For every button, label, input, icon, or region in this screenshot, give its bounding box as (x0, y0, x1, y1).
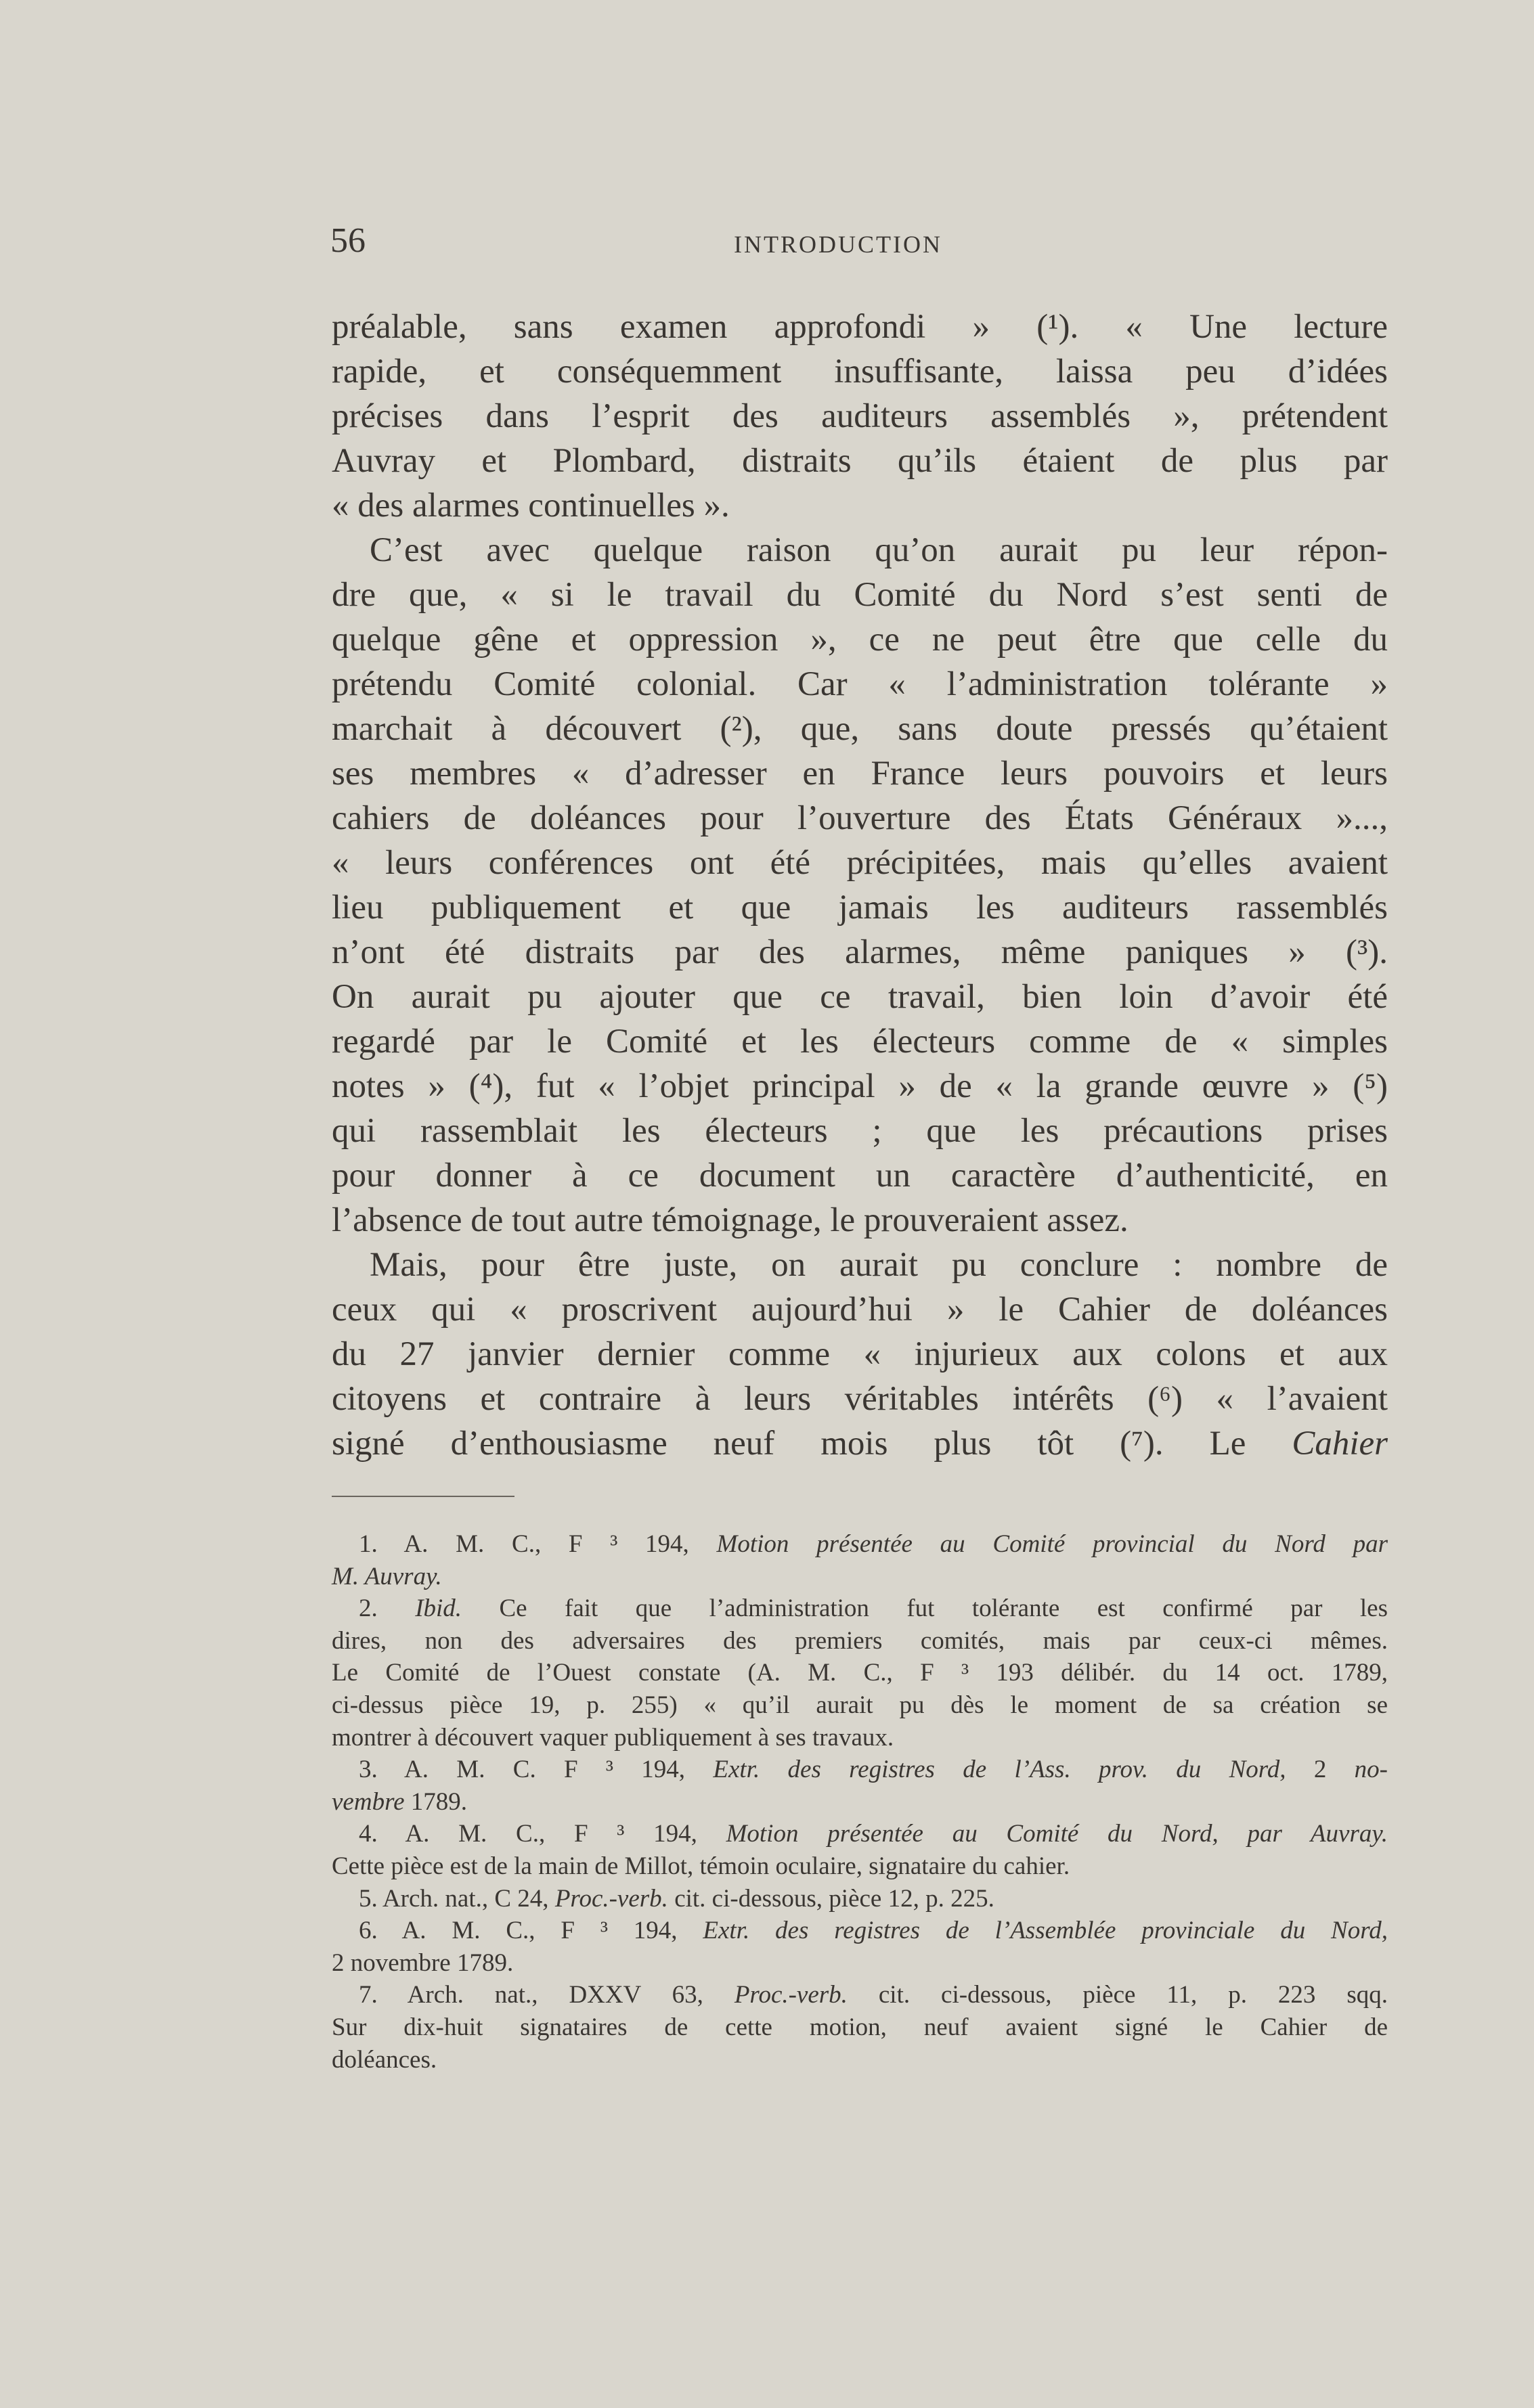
text-run: n’ont été distraits par des alarmes, même paniques » (³). (332, 933, 1388, 971)
text-run: 4. A. M. C., F ³ 194, (359, 1820, 726, 1848)
text-run: Le Comité de l’Ouest constate (A. M. C., F ³ 193 délibér. du 14 oct. 1789, (332, 1659, 1388, 1687)
text-run: qui rassemblait les électeurs ; que les précautions prises (332, 1112, 1388, 1150)
paragraph (332, 305, 1388, 528)
text-run: dires, non des adversaires des premiers comités, mais par ceux-ci mêmes. (332, 1626, 1388, 1655)
text-run: doléances. (332, 2045, 437, 2074)
text-run: cahiers de doléances pour l’ouverture des États Généraux »..., (332, 799, 1388, 837)
text-run: l’absence de tout autre témoignage, le prouveraient assez. (332, 1201, 1128, 1239)
text-run: Cette pièce est de la main de Millot, témoin oculaire, signataire du cahier. (332, 1852, 1070, 1880)
text-run: rapide, et conséquemment insuffisante, laissa peu d’idées (332, 353, 1388, 391)
text-run: dre que, « si le travail du Comité du Nord s’est senti de (332, 576, 1388, 614)
footnote-line (332, 1947, 1388, 1980)
text-run: du 27 janvier dernier comme « injurieux aux colons et aux (332, 1335, 1388, 1373)
text-run: C’est avec quelque raison qu’on aurait pu leur répon- (370, 531, 1388, 569)
text-line (332, 1019, 1388, 1064)
text-run: précises dans l’esprit des auditeurs assemblés », prétendent (332, 397, 1388, 435)
text-line (332, 305, 1388, 349)
text-run: pour donner à ce document un caractère d’authenticité, en (332, 1157, 1388, 1195)
footnote-line (332, 1657, 1388, 1689)
footnote-line (332, 2044, 1388, 2076)
text-run: montrer à découvert vaquer publiquement à ses travaux. (332, 1723, 894, 1752)
text-run: Mais, pour être juste, on aurait pu conclure : nombre de (370, 1246, 1388, 1284)
text-run: préalable, sans examen approfondi » (¹). « Une lecture (332, 308, 1388, 346)
footnote (332, 1979, 1388, 2076)
text-run: cit. ci-dessous, pièce 11, p. 223 sqq. (847, 1981, 1388, 2009)
italic-text: Extr. des registres de l’Assemblée provinciale du Nord, (703, 1917, 1388, 1945)
footnote-line (332, 1625, 1388, 1657)
text-line (332, 1243, 1388, 1287)
footnote-line (332, 1722, 1388, 1754)
text-run: Ce fait que l’administration fut tolérante est confirmé par les (462, 1595, 1388, 1623)
footnote (332, 1818, 1388, 1882)
text-line (332, 796, 1388, 841)
italic-text: Extr. des registres de l’Ass. prov. du Nord, (713, 1756, 1286, 1784)
text-run: signé d’enthousiasme neuf mois plus tôt (⁷). Le (332, 1425, 1292, 1463)
text-run: 2 novembre 1789. (332, 1948, 514, 1977)
text-run: « des alarmes continuelles ». (332, 487, 730, 525)
text-line (332, 1377, 1388, 1421)
text-line (332, 1421, 1388, 1466)
text-run: prétendu Comité colonial. Car « l’administration tolérante » (332, 665, 1388, 703)
text-line (332, 528, 1388, 573)
text-run: citoyens et contraire à leurs véritables intérêts (⁶) « l’avaient (332, 1380, 1388, 1418)
italic-text: no- (1354, 1756, 1388, 1784)
footnote (332, 1883, 1388, 1915)
footnotes (332, 1528, 1388, 2076)
footnote-line (332, 1561, 1388, 1593)
text-run: regardé par le Comité et les électeurs comme de « simples (332, 1023, 1388, 1061)
footnote-line (332, 1850, 1388, 1883)
text-line (332, 841, 1388, 885)
italic-text: Motion présentée au Comité provincial du Nord par (716, 1530, 1388, 1558)
text-line (332, 975, 1388, 1019)
text-run: On aurait pu ajouter que ce travail, bien loin d’avoir été (332, 978, 1388, 1016)
text-run: 5. Arch. nat., C 24, (359, 1884, 555, 1913)
text-line (332, 1109, 1388, 1153)
footnote-line (332, 1689, 1388, 1722)
paragraph (332, 528, 1388, 1243)
text-run: Auvray et Plombard, distraits qu’ils étaient de plus par (332, 442, 1388, 480)
footnote-line (332, 2011, 1388, 2044)
footnote-line (332, 1883, 1388, 1915)
text-run: 1789. (404, 1787, 468, 1816)
text-line (332, 930, 1388, 975)
text-line (332, 1198, 1388, 1243)
text-line (332, 662, 1388, 707)
text-line (332, 483, 1388, 528)
footnote-line (332, 1528, 1388, 1561)
italic-text: vembre (332, 1787, 405, 1816)
footnote-line (332, 1592, 1388, 1625)
italic-text: Motion présentée au Comité du Nord, par Auvray. (726, 1820, 1388, 1848)
footnote-line (332, 1754, 1388, 1786)
text-line (332, 439, 1388, 483)
text-run: 2. (359, 1595, 416, 1623)
text-run: « leurs conférences ont été précipitées, mais qu’elles avaient (332, 844, 1388, 882)
text-line (332, 1287, 1388, 1332)
text-run: 1. A. M. C., F ³ 194, (359, 1530, 717, 1558)
text-run: quelque gêne et oppression », ce ne peut être que celle du (332, 621, 1388, 659)
text-line (332, 573, 1388, 617)
text-line (332, 1153, 1388, 1198)
footnote-divider (332, 1496, 514, 1497)
text-line (332, 349, 1388, 394)
text-run: cit. ci-dessous, pièce 12, p. 225. (667, 1884, 994, 1913)
text-line (332, 394, 1388, 439)
italic-text: Proc.-verb. (734, 1981, 848, 2009)
running-head: INTRODUCTION (734, 231, 942, 258)
body-text (332, 305, 1388, 1466)
italic-text: M. Auvray. (332, 1562, 442, 1590)
text-line (332, 1064, 1388, 1109)
italic-text: Cahier (1292, 1425, 1388, 1463)
text-run: 6. A. M. C., F ³ 194, (359, 1917, 703, 1945)
page-number: 56 (330, 221, 366, 260)
italic-text: Ibid. (415, 1595, 462, 1623)
text-run: notes » (⁴), fut « l’objet principal » de « la grande œuvre » (⁵) (332, 1067, 1388, 1105)
text-line (332, 617, 1388, 662)
text-run: ses membres « d’adresser en France leurs pouvoirs et leurs (332, 755, 1388, 793)
text-line (332, 751, 1388, 796)
text-run: marchait à découvert (²), que, sans doute pressés qu’étaient (332, 710, 1388, 748)
text-run: 2 (1286, 1756, 1355, 1784)
text-run: ci-dessus pièce 19, p. 255) « qu’il aurait pu dès le moment de sa création se (332, 1691, 1388, 1719)
footnote (332, 1754, 1388, 1818)
footnote (332, 1915, 1388, 1979)
text-run: 7. Arch. nat., DXXV 63, (359, 1981, 735, 2009)
footnote-line (332, 1915, 1388, 1947)
footnote-line (332, 1818, 1388, 1850)
text-run: Sur dix-huit signataires de cette motion, neuf avaient signé le Cahier de (332, 2013, 1388, 2041)
footnote (332, 1592, 1388, 1754)
text-line (332, 707, 1388, 751)
text-run: ceux qui « proscrivent aujourd’hui » le Cahier de doléances (332, 1291, 1388, 1329)
footnote-line (332, 1786, 1388, 1819)
text-line (332, 1332, 1388, 1377)
paragraph (332, 1243, 1388, 1466)
footnote-line (332, 1979, 1388, 2011)
text-line (332, 885, 1388, 930)
text-run: lieu publiquement et que jamais les auditeurs rassemblés (332, 889, 1388, 927)
text-run: 3. A. M. C. F ³ 194, (359, 1756, 714, 1784)
footnote (332, 1528, 1388, 1592)
italic-text: Proc.-verb. (554, 1884, 668, 1913)
